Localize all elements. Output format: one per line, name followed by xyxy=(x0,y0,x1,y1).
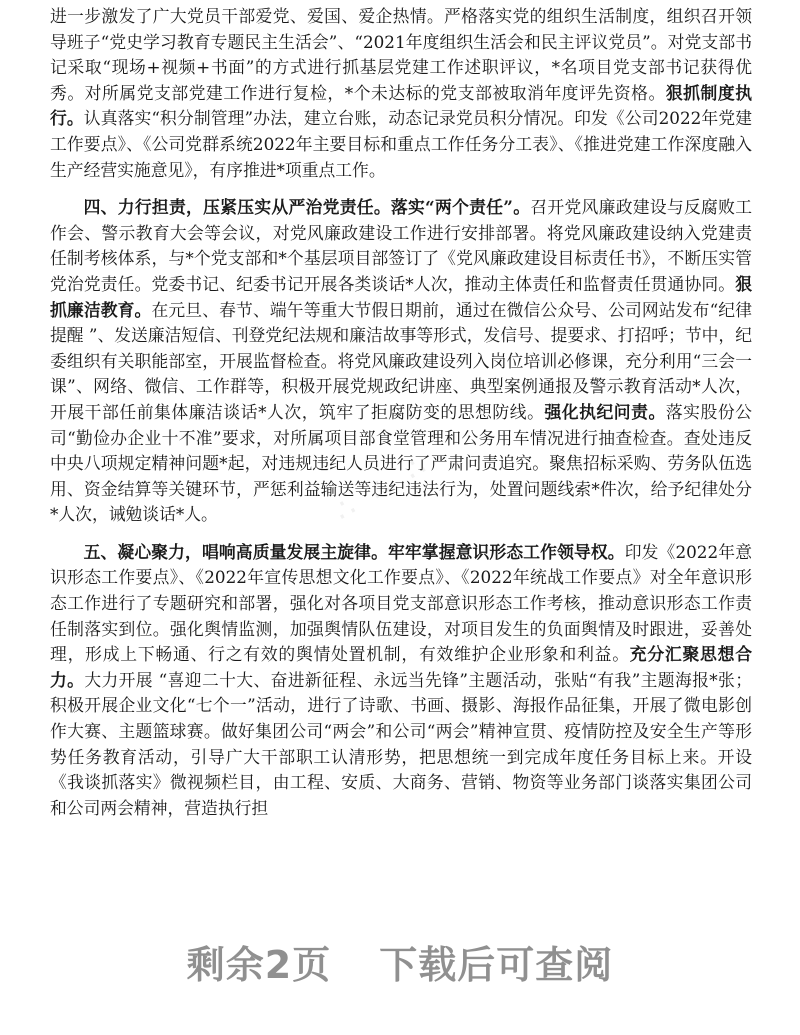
paragraph-text: 大力开展 “喜迎二十大、奋进新征程、永远当先锋”主题活动，张贴“有我”主题海报*张；积极开展企业文化“七个一”活动，进行了诗歌、书画、摄影、海报作品征集，开展了微电影创作大赛、主题篮球赛。做好集团公司“两会”和公司“两会”精神宣贯、疫情防控及安全生产等形势任务教育活动，引导广大干部职工认清形势，把思想统一到完成年度任务目标上来。开设《我谈抓落实》微视频栏目，由工程、安质、大商务、营销、物资等业务部门谈落实集团公司和公司两会精神，营造执行担 xyxy=(50,669,752,818)
paragraph-text: 召开党风廉政建设与反腐败工作会、警示教育大会等会议，对党风廉政建设工作进行安排部署。将党风廉政建设纳入党建责任制考核体系，与*个党支部和*个基层项目部签订了《党风廉政建设目标责任书》，不断压实管党治党责任。党委书记、纪委书记开展各类谈话*人次，推动主体责任和监督责任贯通协同。 xyxy=(50,197,752,294)
section-heading: 五、凝心聚力，唱响高质量发展主旋律。牢牢掌握意识形态工作领导权。 xyxy=(83,541,625,562)
faint-watermark: ∴ ∴ ∴ xyxy=(328,445,438,530)
paragraph-text: 在元旦、春节、端午等重大节假日期前，通过在微信公众号、公司网站发布“纪律提醒 ”、发送廉洁短信、刊登党纪法规和廉洁故事等形式，发信号、提要求、打招呼；节中，纪委组织有关职能部室，开展监督检查。将党风廉政建设列入岗位培训必修课，充分利用“三会一课”、网络、微信、工作群等，积极开展党规政纪讲座、典型案例通报及警示教育活动*人次，开展干部任前集体廉洁谈话*人次，筑牢了拒腐防变的思想防线。 xyxy=(50,299,752,422)
paragraph-text: 落实股份公司“勤俭办企业十不准”要求，对所属项目部食堂管理和公务用车情况进行抽查检查。查处违反中央八项规定精神问题*起，对违规违纪人员进行了严肃问责追究。聚焦招标采购、劳务队伍选用、资金结算等关键环节，严惩利益输送等违纪违法行为，处置问题线索*件次，给予纪律处分*人次，诫勉谈话*人。 xyxy=(50,401,752,525)
paragraph-continued xyxy=(50,4,752,183)
bold-subheading: 狠抓制度执行。 xyxy=(50,82,752,129)
paragraph-text: 印发《2022年意识形态工作要点》、《2022年宣传思想文化工作要点》、《2022年统战工作要点》对全年意识形态工作进行了专题研究和部署，强化对各项目党支部意识形态工作考核，推动意识形态工作责任制落实到位。强化舆情监测，加强舆情队伍建设，对项目发生的负面舆情及时跟进，妥善处理，形成上下畅通、行之有效的舆情处置机制，有效维护企业形象和利益。 xyxy=(50,541,752,665)
download-to-view-label: 下载后可查阅 xyxy=(379,943,614,987)
bold-subheading: 充分汇聚思想合力。 xyxy=(50,644,752,690)
paragraph-text: 进一步激发了广大党员干部爱党、爱国、爱企热情。严格落实党的组织生活制度，组织召开领导班子“党史学习教育专题民主生活会”、“2021年度组织生活会和民主评议党员”。对党支部书记采取“现场+视频+书面”的方式进行抓基层党建工作述职评议，*名项目党支部书记获得优秀。对所属党支部党建工作进行复检，*个未达标的党支部被取消年度评先资格。 xyxy=(50,6,752,103)
section-four xyxy=(50,195,752,528)
bold-subheading: 狠抓廉洁教育。 xyxy=(50,273,752,320)
download-banner[interactable] xyxy=(0,934,800,989)
section-heading: 四、力行担责，压紧压实从严治党责任。落实“两个责任”。 xyxy=(83,197,531,218)
document-body xyxy=(50,4,752,821)
section-five xyxy=(50,540,752,822)
remaining-pages-label: 剩余2页 xyxy=(186,943,332,987)
paragraph-text: 认真落实“积分制管理”办法，建立台账，动态记录党员积分情况。印发《公司2022年党建工作要点》、《公司党群系统2022年主要目标和重点工作任务分工表》、《推进党建工作深度融入生产经营实施意见》，有序推进*项重点工作。 xyxy=(50,108,752,180)
bold-subheading: 强化执纪问责。 xyxy=(544,401,666,422)
